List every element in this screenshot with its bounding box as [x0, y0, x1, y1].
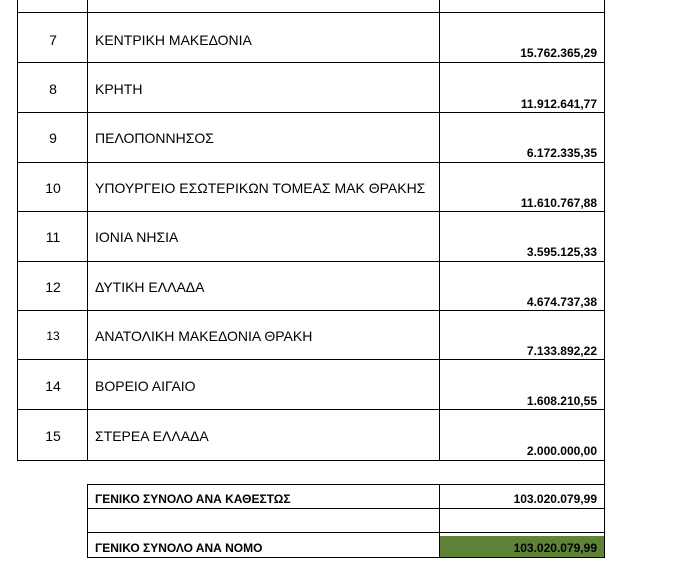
- row-number: 7: [49, 32, 57, 48]
- total-by-prefecture-amount: 103.020.079,99: [513, 541, 597, 555]
- region-name: ΑΝΑΤΟΛΙΚΗ ΜΑΚΕΔΟΝΙΑ ΘΡΑΚΗ: [95, 328, 313, 344]
- region-amount: 3.595.125,33: [526, 245, 597, 259]
- row-number: 13: [46, 329, 60, 343]
- column-divider-amount: [439, 0, 440, 461]
- region-name: ΥΠΟΥΡΓΕΙΟ ΕΣΩΤΕΡΙΚΩΝ ΤΟΜΕΑΣ ΜΑΚ ΘΡΑΚΗΣ: [95, 180, 426, 196]
- row-number: 9: [49, 130, 57, 146]
- region-name: ΔΥΤΙΚΗ ΕΛΛΑΔΑ: [95, 279, 205, 295]
- row-border: [17, 460, 605, 461]
- totals-border: [87, 532, 605, 533]
- totals-border: [87, 508, 605, 509]
- region-name: ΚΡΗΤΗ: [95, 81, 143, 97]
- row-border: [17, 359, 605, 360]
- row-border: [17, 409, 605, 410]
- region-amount: 2.000.000,00: [526, 444, 597, 458]
- region-name: ΒΟΡΕΙΟ ΑΙΓΑΙΟ: [95, 378, 196, 394]
- row-border: [17, 162, 605, 163]
- region-name: ΠΕΛΟΠΟΝΝΗΣΟΣ: [95, 130, 214, 146]
- region-name: ΣΤΕΡΕΑ ΕΛΛΑΔΑ: [95, 428, 209, 444]
- region-amount: 11.912.641,77: [520, 97, 597, 111]
- total-by-status-label: ΓΕΝΙΚΟ ΣΥΝΟΛΟ ΑΝΑ ΚΑΘΕΣΤΩΣ: [95, 492, 291, 506]
- totals-border: [87, 484, 605, 485]
- region-amount: 7.133.892,22: [526, 344, 597, 358]
- row-number: 10: [45, 180, 61, 196]
- region-name: ΙΟΝΙΑ ΝΗΣΙΑ: [95, 229, 179, 245]
- row-border: [17, 62, 605, 63]
- table-border-right: [604, 0, 605, 486]
- totals-border-right: [604, 486, 605, 558]
- region-name: ΚΕΝΤΡΙΚΗ ΜΑΚΕΔΟΝΙΑ: [95, 32, 252, 48]
- row-border: [17, 112, 605, 113]
- row-number: 15: [45, 428, 61, 444]
- row-number: 14: [45, 378, 61, 394]
- totals-border: [87, 557, 605, 558]
- row-border: [17, 261, 605, 262]
- region-amount: 1.608.210,55: [526, 394, 597, 408]
- total-by-status-amount: 103.020.079,99: [513, 492, 597, 506]
- total-by-prefecture-label: ΓΕΝΙΚΟ ΣΥΝΟΛΟ ΑΝΑ ΝΟΜΟ: [95, 541, 263, 555]
- row-number: 11: [45, 229, 61, 245]
- row-number: 12: [45, 279, 61, 295]
- region-amount: 15.762.365,29: [520, 46, 597, 60]
- totals-border-left: [87, 484, 88, 558]
- row-border: [17, 310, 605, 311]
- row-border: [17, 12, 605, 13]
- region-amount: 4.674.737,38: [526, 295, 597, 309]
- region-amount: 11.610.767,88: [520, 196, 597, 210]
- region-amount: 6.172.335,35: [526, 146, 597, 160]
- row-number: 8: [49, 81, 57, 97]
- row-border: [17, 211, 605, 212]
